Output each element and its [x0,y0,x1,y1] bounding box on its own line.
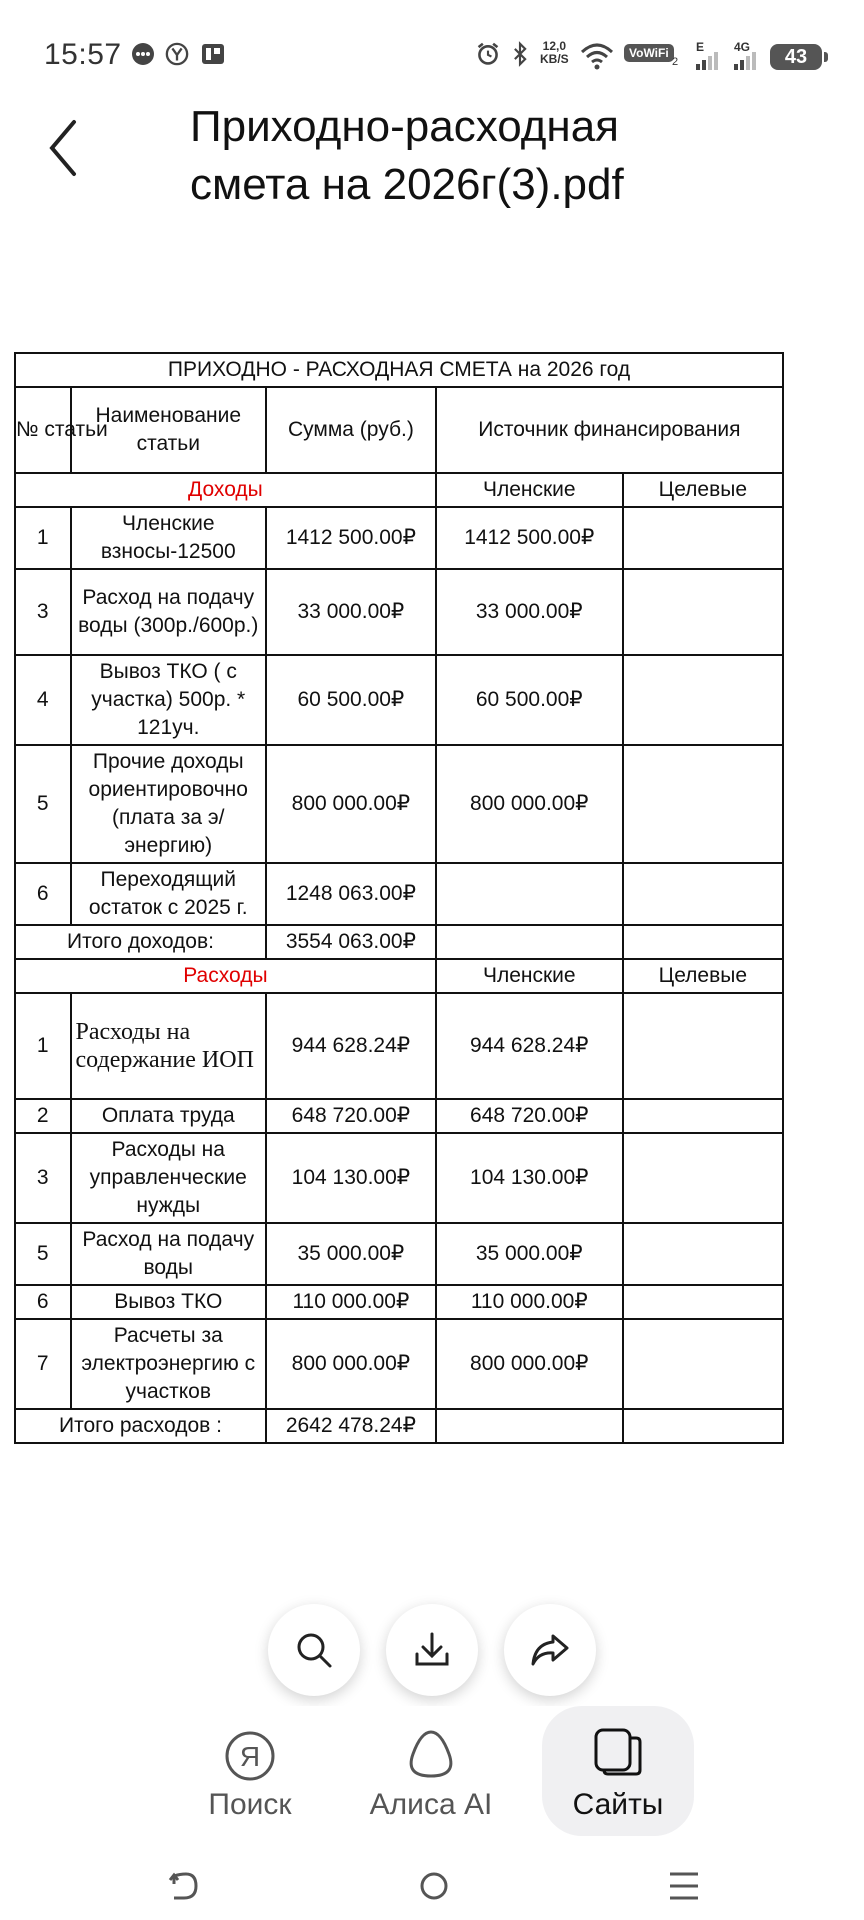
signal-icon [734,52,758,70]
expense-total-label: Итого расходов : [15,1409,266,1443]
row-name: Оплата труда [71,1099,266,1133]
row-sum: 800 000.00₽ [266,1319,436,1409]
system-navigation-bar [0,1850,864,1920]
row-name: Прочие доходы ориентировочно (плата за э/энергию) [71,745,266,863]
row-name: Переходящий остаток с 2025 г. [71,863,266,925]
row-sum: 944 628.24₽ [266,993,436,1099]
row-number: 5 [15,1223,71,1285]
chat-bubble-icon [130,42,156,66]
row-member: 800 000.00₽ [436,1319,623,1409]
income-total-member [436,925,623,959]
status-time: 15:57 [44,38,122,71]
document-title: Приходно-расходная смета на 2026г(3).pdf [190,102,624,209]
bluetooth-icon [510,42,530,66]
sites-icon [590,1724,646,1780]
row-member [436,863,623,925]
expense-col-member: Членские [436,959,623,993]
row-target [623,1133,783,1223]
row-target [623,1223,783,1285]
row-target [623,993,783,1099]
income-total-label: Итого доходов: [15,925,266,959]
row-name: Расход на подачу воды (300р./600р.) [71,569,266,655]
yandex-logo-icon [224,1730,276,1782]
table-row [15,863,783,925]
alarm-icon [474,42,502,66]
row-target [623,655,783,745]
estimate-table [14,352,784,1444]
search-icon [294,1630,334,1670]
row-sum: 1412 500.00₽ [266,507,436,569]
income-col-member: Членские [436,473,623,507]
row-number: 4 [15,655,71,745]
row-target [623,863,783,925]
search-in-document-button[interactable] [268,1604,360,1696]
row-member: 800 000.00₽ [436,745,623,863]
vowifi-sim: 2 [672,56,679,68]
signal-icon [696,52,720,70]
download-icon [412,1630,452,1670]
pdf-page [14,352,784,1444]
back-gesture-icon[interactable] [160,1862,208,1910]
row-member: 35 000.00₽ [436,1223,623,1285]
table-row [15,1319,783,1409]
row-member: 944 628.24₽ [436,993,623,1099]
row-name: Расчеты за электроэнергию с участков [71,1319,266,1409]
home-icon[interactable] [410,1862,458,1910]
row-number: 2 [15,1099,71,1133]
row-number: 6 [15,1285,71,1319]
tab-alice[interactable] [356,1706,506,1836]
table-row [15,1099,783,1133]
row-name: Расходы на управленческие нужды [71,1133,266,1223]
row-number: 6 [15,863,71,925]
table-row [15,1133,783,1223]
battery-indicator: 43 [770,44,822,70]
income-total-target [623,925,783,959]
row-target [623,1285,783,1319]
income-total: 3554 063.00₽ [266,925,436,959]
row-target [623,569,783,655]
svg-text:Я: Я [239,1741,261,1772]
expense-total-target [623,1409,783,1443]
income-col-target: Целевые [623,473,783,507]
row-sum: 110 000.00₽ [266,1285,436,1319]
table-row [15,655,783,745]
network-type-2: 4G [734,40,751,54]
status-bar [0,0,864,110]
income-rows [15,507,783,925]
header-num: № статьи [15,387,71,473]
table-row [15,1285,783,1319]
row-number: 3 [15,1133,71,1223]
row-sum: 33 000.00₽ [266,569,436,655]
row-name: Вывоз ТКО ( с участка) 500р. * 121уч. [71,655,266,745]
table-row [15,507,783,569]
table-row [15,1223,783,1285]
app-notification-icon [200,42,226,66]
network-speed: 12,0 KB/S [540,39,569,66]
share-icon [529,1630,571,1670]
network-type-1: E [696,40,705,54]
row-name: Расходы на содержание ИОП [71,993,266,1099]
vowifi-badge: VoWiFi [624,44,674,62]
row-name: Вывоз ТКО [71,1285,266,1319]
row-number: 5 [15,745,71,863]
expense-total-member [436,1409,623,1443]
row-number: 7 [15,1319,71,1409]
row-target [623,745,783,863]
header-name: Наименование статьи [71,387,266,473]
row-sum: 104 130.00₽ [266,1133,436,1223]
yandex-browser-icon [164,42,190,66]
tab-label: Поиск [208,1788,292,1821]
expense-section-label: Расходы [15,959,436,993]
row-target [623,1099,783,1133]
row-sum: 35 000.00₽ [266,1223,436,1285]
row-target [623,507,783,569]
alice-icon [403,1726,459,1782]
row-name: Расход на подачу воды [71,1223,266,1285]
table-row [15,993,783,1099]
row-member: 110 000.00₽ [436,1285,623,1319]
download-button[interactable] [386,1604,478,1696]
header-source: Источник финансирования [436,387,783,473]
row-member: 60 500.00₽ [436,655,623,745]
row-sum: 1248 063.00₽ [266,863,436,925]
expense-rows [15,993,783,1409]
row-sum: 800 000.00₽ [266,745,436,863]
row-sum: 648 720.00₽ [266,1099,436,1133]
tab-sites[interactable] [542,1706,694,1836]
row-member: 1412 500.00₽ [436,507,623,569]
row-target [623,1319,783,1409]
table-row [15,745,783,863]
tab-label: Алиса AI [369,1788,493,1821]
row-member: 104 130.00₽ [436,1133,623,1223]
header-sum: Сумма (руб.) [266,387,436,473]
row-sum: 60 500.00₽ [266,655,436,745]
table-title: ПРИХОДНО - РАСХОДНАЯ СМЕТА на 2026 год [15,353,783,387]
row-member: 33 000.00₽ [436,569,623,655]
recent-apps-icon[interactable] [660,1862,708,1910]
table-row [15,569,783,655]
expense-col-target: Целевые [623,959,783,993]
wifi-icon [580,42,614,70]
row-name: Членские взносы-12500 [71,507,266,569]
row-number: 1 [15,507,71,569]
tab-label: Сайты [572,1788,664,1821]
share-button[interactable] [504,1604,596,1696]
back-arrow-icon[interactable] [44,118,84,178]
row-number: 3 [15,569,71,655]
income-section-label: Доходы [15,473,436,507]
expense-total: 2642 478.24₽ [266,1409,436,1443]
row-number: 1 [15,993,71,1099]
bottom-tab-bar [0,1706,864,1846]
tab-search[interactable] [190,1706,310,1836]
row-member: 648 720.00₽ [436,1099,623,1133]
